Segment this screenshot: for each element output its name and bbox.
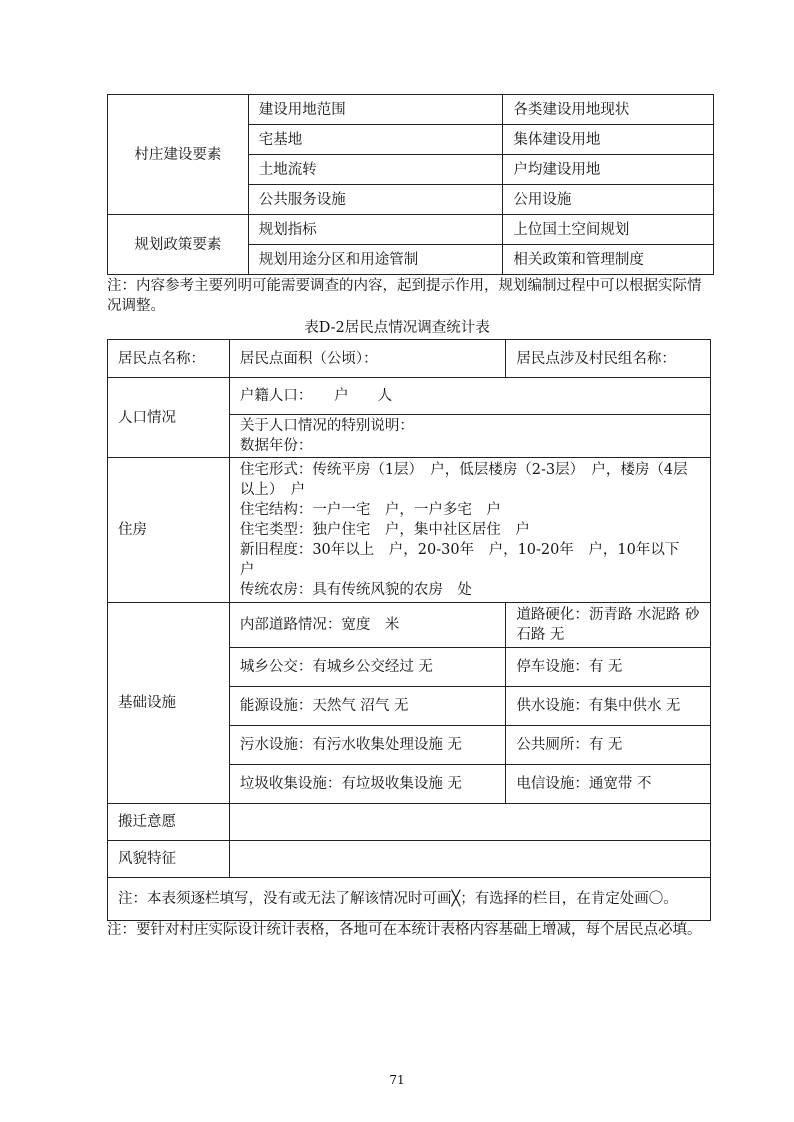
table-row [108, 340, 711, 378]
water-supply: 供水设施：有集中供水 无 [506, 687, 711, 726]
table-cell: 规划指标 [248, 215, 503, 245]
table-cell: 户均建设用地 [503, 155, 714, 185]
population-label: 人口情况 [108, 378, 230, 458]
policy-elements-label: 规划政策要素 [108, 215, 249, 275]
traditional-housing: 传统农房：具有传统风貌的农房 处 [239, 582, 472, 598]
table-row [108, 804, 711, 841]
energy-facilities: 能源设施：天然气 沼气 无 [229, 687, 506, 726]
population-note: 关于人口情况的特别说明： [239, 418, 414, 434]
table-row [108, 215, 714, 245]
style-value [229, 841, 710, 878]
housing-type: 住宅类型：独户住宅 户，集中社区居住 户 [239, 522, 530, 538]
settlement-area-label: 居民点面积（公顷）： [229, 340, 506, 378]
table2-note: 注：本表须逐栏填写，没有或无法了解该情况时可画╳；有选择的栏目，在肯定处画〇。 [108, 878, 711, 921]
table-row [108, 603, 711, 648]
table-row [108, 95, 714, 125]
table-cell: 各类建设用地现状 [503, 95, 714, 125]
style-label: 风貌特征 [108, 841, 230, 878]
table-cell: 土地流转 [248, 155, 503, 185]
public-transit: 城乡公交：有城乡公交经过 无 [229, 648, 506, 687]
housing-age: 新旧程度：30年以上 户，20-30年 户，10-20年 户，10年以下 户 [239, 542, 694, 578]
page-number: 71 [389, 1073, 405, 1087]
settlement-groups-label: 居民点涉及村民组名称： [506, 340, 711, 378]
table-cell: 集体建设用地 [503, 125, 714, 155]
housing-form: 住宅形式：传统平房（1层） 户，低层楼房（2-3层） 户，楼房（4层以上） 户 [239, 462, 688, 498]
infrastructure-label: 基础设施 [108, 603, 230, 804]
table-cell: 相关政策和管理制度 [503, 245, 714, 275]
table-caption: 表D-2居民点情况调查统计表 [304, 320, 490, 336]
table-row [108, 378, 711, 415]
settlement-name-label: 居民点名称： [108, 340, 230, 378]
table-row [108, 458, 711, 603]
telecom: 电信设施：通宽带 不 [506, 765, 711, 804]
village-elements-label: 村庄建设要素 [108, 95, 249, 215]
table-cell: 公共服务设施 [248, 185, 503, 215]
table-cell: 上位国土空间规划 [503, 215, 714, 245]
table-cell: 公用设施 [503, 185, 714, 215]
table1-note: 注：内容参考主要列明可能需要调查的内容，起到提示作用，规划编制过程中可以根据实际情况调整。 [107, 278, 702, 314]
planning-elements-table [107, 94, 714, 275]
sewage-facilities: 污水设施：有污水收集处理设施 无 [229, 726, 506, 765]
road-surface: 道路硬化：沥青路 水泥路 砂石路 无 [506, 603, 711, 648]
table-cell: 规划用途分区和用途管制 [248, 245, 503, 275]
bottom-note: 注：要针对村庄实际设计统计表格，各地可在本统计表格内容基础上增减，每个居民点必填。 [107, 922, 702, 938]
housing-structure: 住宅结构：一户一宅 户，一户多宅 户 [239, 502, 501, 518]
waste-collection: 垃圾收集设施：有垃圾收集设施 无 [229, 765, 506, 804]
public-toilets: 公共厕所：有 无 [506, 726, 711, 765]
settlement-survey-table [107, 339, 711, 921]
relocation-value [229, 804, 710, 841]
housing-label: 住房 [108, 458, 230, 603]
household-population: 户籍人口： 户 人 [229, 378, 710, 415]
population-remarks [229, 415, 710, 458]
table-cell: 宅基地 [248, 125, 503, 155]
table-row [108, 878, 711, 921]
relocation-label: 搬迁意愿 [108, 804, 230, 841]
data-year: 数据年份： [239, 438, 313, 454]
internal-roads: 内部道路情况：宽度 米 [229, 603, 506, 648]
table-row [108, 841, 711, 878]
parking: 停车设施：有 无 [506, 648, 711, 687]
housing-details [229, 458, 710, 603]
table-cell: 建设用地范围 [248, 95, 503, 125]
